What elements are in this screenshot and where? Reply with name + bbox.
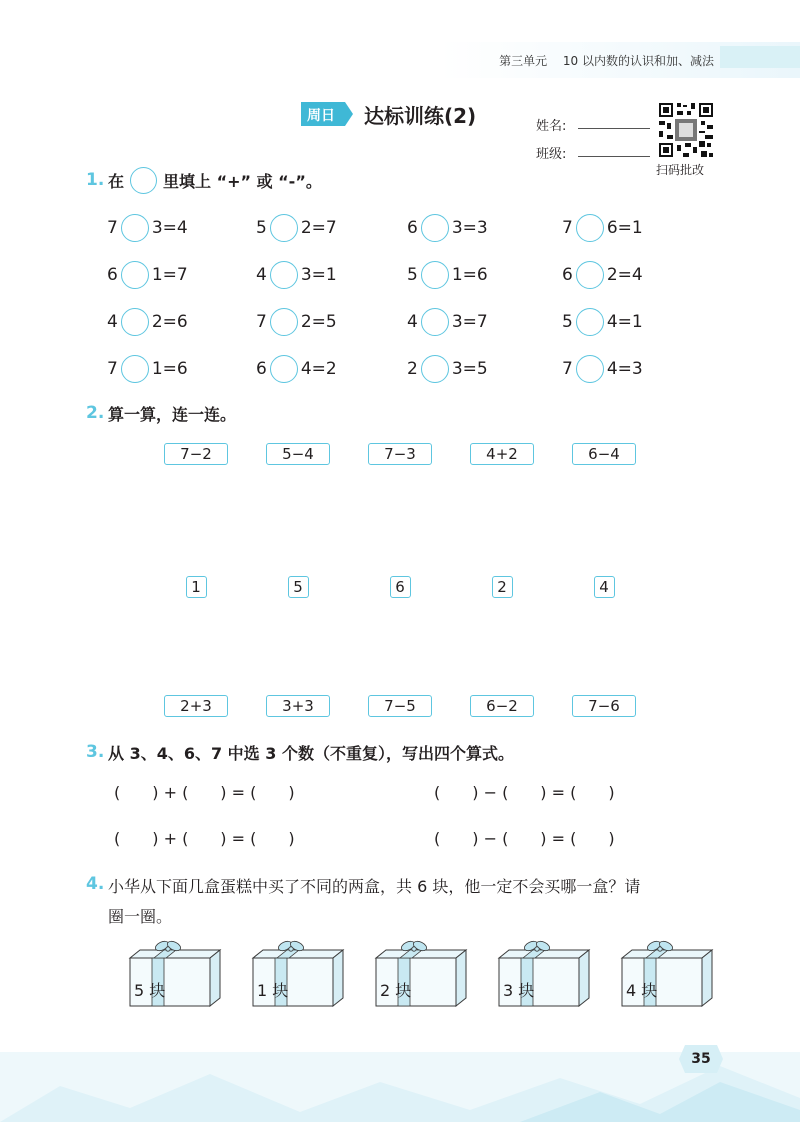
q4-number: 4. <box>86 874 105 894</box>
operand-left: 2 <box>407 359 418 379</box>
qr-caption: 扫码批改 <box>656 163 705 177</box>
name-label: 姓名: <box>536 119 567 134</box>
class-field[interactable] <box>578 156 650 157</box>
q3-subtraction-2[interactable]: ( ) − ( ) = ( ) <box>434 829 615 848</box>
cake-box-label: 1 块 <box>257 981 289 1000</box>
operator-answer-circle[interactable] <box>270 308 298 336</box>
operator-answer-circle[interactable] <box>576 308 604 336</box>
unit-label: 第三单元 <box>499 54 548 68</box>
q1-text-before: 在 <box>108 172 125 191</box>
q1-text-after: 里填上 “+” 或 “-”。 <box>163 172 322 191</box>
q2-expression-box[interactable]: 5−4 <box>266 443 330 465</box>
q1-equation <box>107 261 188 289</box>
q2-expression-box[interactable]: 4+2 <box>470 443 534 465</box>
q2-number: 2. <box>86 403 105 423</box>
operator-answer-circle[interactable] <box>121 355 149 383</box>
class-label: 班级: <box>536 147 567 162</box>
equation-rest: 1=6 <box>451 265 488 285</box>
equation-rest: 2=5 <box>300 312 337 332</box>
equation-rest: 4=3 <box>606 359 643 379</box>
q4-instruction-line1: 小华从下面几盒蛋糕中买了不同的两盒，共 6 块，他一定不会买哪一盒？请 <box>108 877 641 896</box>
q1-instruction <box>108 167 322 194</box>
q4-instruction-line2: 圈一圈。 <box>108 907 173 926</box>
cake-box-label: 3 块 <box>503 981 535 1000</box>
q2-expression-box[interactable]: 6−2 <box>470 695 534 717</box>
q3-number: 3. <box>86 742 105 762</box>
cake-box-label: 5 块 <box>134 981 166 1000</box>
q2-expression-box[interactable]: 7−2 <box>164 443 228 465</box>
topic-label: 10 以内数的认识和加、减法 <box>562 54 714 68</box>
q2-expression-box[interactable]: 2+3 <box>164 695 228 717</box>
q1-equation <box>256 355 337 383</box>
operand-left: 7 <box>107 359 118 379</box>
cake-box-label: 4 块 <box>626 981 658 1000</box>
cake-box[interactable] <box>497 940 591 1008</box>
equation-rest: 3=4 <box>151 218 188 238</box>
q2-expression-box[interactable]: 6−4 <box>572 443 636 465</box>
equation-rest: 3=1 <box>300 265 337 285</box>
q3-instruction: 从 3、4、6、7 中选 3 个数（不重复），写出四个算式。 <box>108 744 514 763</box>
equation-rest: 2=7 <box>300 218 337 238</box>
operator-answer-circle[interactable] <box>421 214 449 242</box>
q1-equation <box>256 261 337 289</box>
q1-equation <box>107 308 188 336</box>
q1-equation <box>562 355 643 383</box>
operator-answer-circle[interactable] <box>270 214 298 242</box>
equation-rest: 3=7 <box>451 312 488 332</box>
operand-left: 7 <box>107 218 118 238</box>
operand-left: 5 <box>256 218 267 238</box>
q2-instruction: 算一算，连一连。 <box>108 405 237 424</box>
q1-equation <box>256 308 337 336</box>
operand-left: 4 <box>407 312 418 332</box>
operator-answer-circle[interactable] <box>121 308 149 336</box>
q1-equation <box>562 214 643 242</box>
day-tag <box>301 102 353 126</box>
equation-rest: 2=6 <box>151 312 188 332</box>
operand-left: 6 <box>562 265 573 285</box>
q2-expression-box[interactable]: 7−3 <box>368 443 432 465</box>
q2-number-box[interactable]: 6 <box>390 576 411 598</box>
cake-box[interactable] <box>620 940 714 1008</box>
qr-code[interactable] <box>657 101 715 159</box>
operator-answer-circle[interactable] <box>421 261 449 289</box>
operand-left: 7 <box>562 218 573 238</box>
cake-box-label: 2 块 <box>380 981 412 1000</box>
answer-circle-sample-icon <box>130 167 157 194</box>
operator-answer-circle[interactable] <box>421 308 449 336</box>
q2-number-box[interactable]: 1 <box>186 576 207 598</box>
q1-equation <box>107 355 188 383</box>
running-header <box>487 52 714 69</box>
operand-left: 5 <box>562 312 573 332</box>
operand-left: 5 <box>407 265 418 285</box>
q2-expression-box[interactable]: 7−5 <box>368 695 432 717</box>
q2-expression-box[interactable]: 3+3 <box>266 695 330 717</box>
operand-left: 6 <box>107 265 118 285</box>
operator-answer-circle[interactable] <box>576 214 604 242</box>
q2-number-box[interactable]: 2 <box>492 576 513 598</box>
operator-answer-circle[interactable] <box>576 261 604 289</box>
page-title: 达标训练(2) <box>364 104 477 128</box>
page-number: 35 <box>691 1051 711 1067</box>
cake-box[interactable] <box>128 940 222 1008</box>
equation-rest: 3=3 <box>451 218 488 238</box>
operator-answer-circle[interactable] <box>121 214 149 242</box>
q1-equation <box>562 308 643 336</box>
q3-addition-1[interactable]: ( ) + ( ) = ( ) <box>114 783 295 802</box>
operator-answer-circle[interactable] <box>270 261 298 289</box>
q2-number-box[interactable]: 4 <box>594 576 615 598</box>
q1-equation <box>407 308 488 336</box>
equation-rest: 4=2 <box>300 359 337 379</box>
q1-number: 1. <box>86 170 105 190</box>
day-label: 周日 <box>307 108 335 124</box>
operator-answer-circle[interactable] <box>421 355 449 383</box>
equation-rest: 6=1 <box>606 218 643 238</box>
q1-equation <box>407 214 488 242</box>
equation-rest: 1=6 <box>151 359 188 379</box>
q1-equation <box>407 355 488 383</box>
q2-number-box[interactable]: 5 <box>288 576 309 598</box>
q2-expression-box[interactable]: 7−6 <box>572 695 636 717</box>
q1-equation <box>107 214 188 242</box>
equation-rest: 1=7 <box>151 265 188 285</box>
equation-rest: 3=5 <box>451 359 488 379</box>
operator-answer-circle[interactable] <box>121 261 149 289</box>
qr-code-icon <box>657 101 715 159</box>
q3-subtraction-1[interactable]: ( ) − ( ) = ( ) <box>434 783 615 802</box>
operand-left: 7 <box>256 312 267 332</box>
equation-rest: 4=1 <box>606 312 643 332</box>
equation-rest: 2=4 <box>606 265 643 285</box>
operand-left: 7 <box>562 359 573 379</box>
cake-box[interactable] <box>251 940 345 1008</box>
operand-left: 6 <box>407 218 418 238</box>
header-accent-block <box>720 46 800 68</box>
operand-left: 6 <box>256 359 267 379</box>
operand-left: 4 <box>107 312 118 332</box>
operator-answer-circle[interactable] <box>576 355 604 383</box>
q1-equation <box>562 261 643 289</box>
cake-box[interactable] <box>374 940 468 1008</box>
q1-equation <box>256 214 337 242</box>
operator-answer-circle[interactable] <box>270 355 298 383</box>
operand-left: 4 <box>256 265 267 285</box>
q3-addition-2[interactable]: ( ) + ( ) = ( ) <box>114 829 295 848</box>
name-field[interactable] <box>578 128 650 129</box>
q1-equation <box>407 261 488 289</box>
